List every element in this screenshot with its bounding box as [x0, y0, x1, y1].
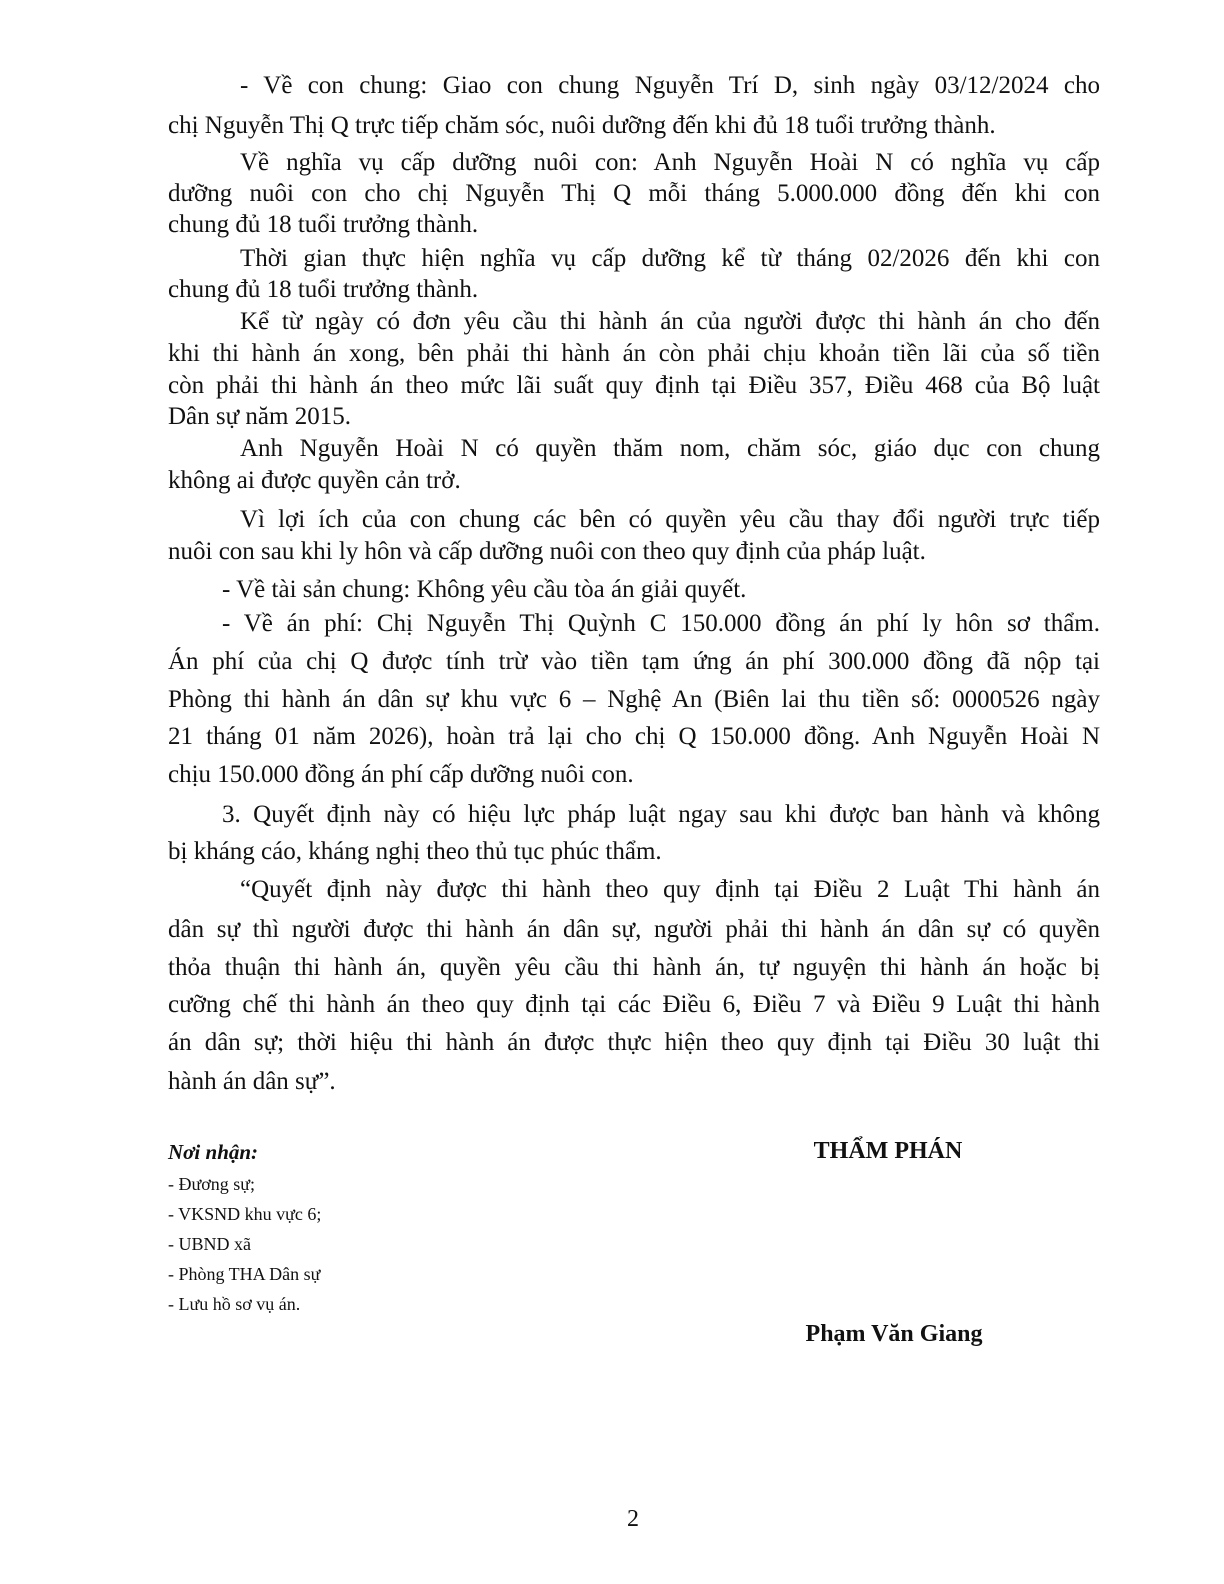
page-number: 2 — [627, 1506, 639, 1532]
body-line: Dân sự năm 2015. — [168, 403, 351, 430]
body-line: Vì lợi ích của con chung các bên có quyền yêu cầu thay đổi người trực tiếp — [240, 506, 1100, 533]
body-line: chung đủ 18 tuổi trưởng thành. — [168, 211, 479, 238]
body-line: Về nghĩa vụ cấp dưỡng nuôi con: Anh Nguyễn Hoài N có nghĩa vụ cấp — [240, 149, 1100, 176]
body-line: thỏa thuận thi hành án, quyền yêu cầu thi hành án, tự nguyện thi hành án hoặc bị — [168, 954, 1100, 981]
body-line: - Về con chung: Giao con chung Nguyễn Trí D, sinh ngày 03/12/2024 cho — [240, 72, 1100, 99]
body-line: khi thi hành án xong, bên phải thi hành án còn phải chịu khoản tiền lãi của số tiền — [168, 340, 1100, 367]
body-line: 21 tháng 01 năm 2026), hoàn trả lại cho chị Q 150.000 đồng. Anh Nguyễn Hoài N — [168, 723, 1100, 750]
body-line: 3. Quyết định này có hiệu lực pháp luật ngay sau khi được ban hành và không — [222, 801, 1100, 828]
body-line: cưỡng chế thi hành án theo quy định tại các Điều 6, Điều 7 và Điều 9 Luật thi hành — [168, 991, 1100, 1018]
body-line: Kể từ ngày có đơn yêu cầu thi hành án của người được thi hành án cho đến — [240, 308, 1100, 335]
recipient-item: - VKSND khu vực 6; — [168, 1204, 322, 1224]
body-line: bị kháng cáo, kháng nghị theo thủ tục phúc thẩm. — [168, 838, 662, 865]
body-line: - Về tài sản chung: Không yêu cầu tòa án giải quyết. — [222, 576, 747, 603]
body-line: dân sự thì người được thi hành án dân sự, người phải thi hành án dân sự có quyền — [168, 916, 1100, 943]
recipient-item: - UBND xã — [168, 1234, 251, 1254]
body-line: không ai được quyền cản trở. — [168, 467, 461, 494]
body-line: chị Nguyễn Thị Q trực tiếp chăm sóc, nuôi dưỡng đến khi đủ 18 tuổi trưởng thành. — [168, 112, 996, 139]
body-line: nuôi con sau khi ly hôn và cấp dưỡng nuôi con theo quy định của pháp luật. — [168, 538, 926, 565]
signer-role: THẨM PHÁN — [813, 1138, 963, 1164]
body-line: “Quyết định này được thi hành theo quy định tại Điều 2 Luật Thi hành án — [240, 876, 1100, 903]
body-line: - Về án phí: Chị Nguyễn Thị Quỳnh C 150.000 đồng án phí ly hôn sơ thẩm. — [222, 610, 1100, 637]
body-line: Phòng thi hành án dân sự khu vực 6 – Nghệ An (Biên lai thu tiền số: 0000526 ngày — [168, 686, 1100, 713]
recipient-item: - Đương sự; — [168, 1174, 256, 1194]
signer-name: Phạm Văn Giang — [805, 1321, 983, 1347]
body-line: Anh Nguyễn Hoài N có quyền thăm nom, chăm sóc, giáo dục con chung — [240, 435, 1100, 462]
recipient-item: - Phòng THA Dân sự — [168, 1264, 321, 1284]
body-line: Án phí của chị Q được tính trừ vào tiền tạm ứng án phí 300.000 đồng đã nộp tại — [168, 648, 1100, 675]
body-line: chung đủ 18 tuổi trưởng thành. — [168, 276, 479, 303]
body-line: hành án dân sự”. — [168, 1068, 336, 1095]
recipient-item: - Lưu hồ sơ vụ án. — [168, 1294, 301, 1314]
body-line: dưỡng nuôi con cho chị Nguyễn Thị Q mỗi tháng 5.000.000 đồng đến khi con — [168, 180, 1100, 207]
body-line: chịu 150.000 đồng án phí cấp dưỡng nuôi con. — [168, 761, 634, 788]
body-line: án dân sự; thời hiệu thi hành án được thực hiện theo quy định tại Điều 30 luật thi — [168, 1029, 1100, 1056]
recipients-title: Nơi nhận: — [168, 1140, 259, 1164]
body-line: còn phải thi hành án theo mức lãi suất quy định tại Điều 357, Điều 468 của Bộ luật — [168, 372, 1100, 399]
body-line: Thời gian thực hiện nghĩa vụ cấp dưỡng kể từ tháng 02/2026 đến khi con — [240, 245, 1100, 272]
